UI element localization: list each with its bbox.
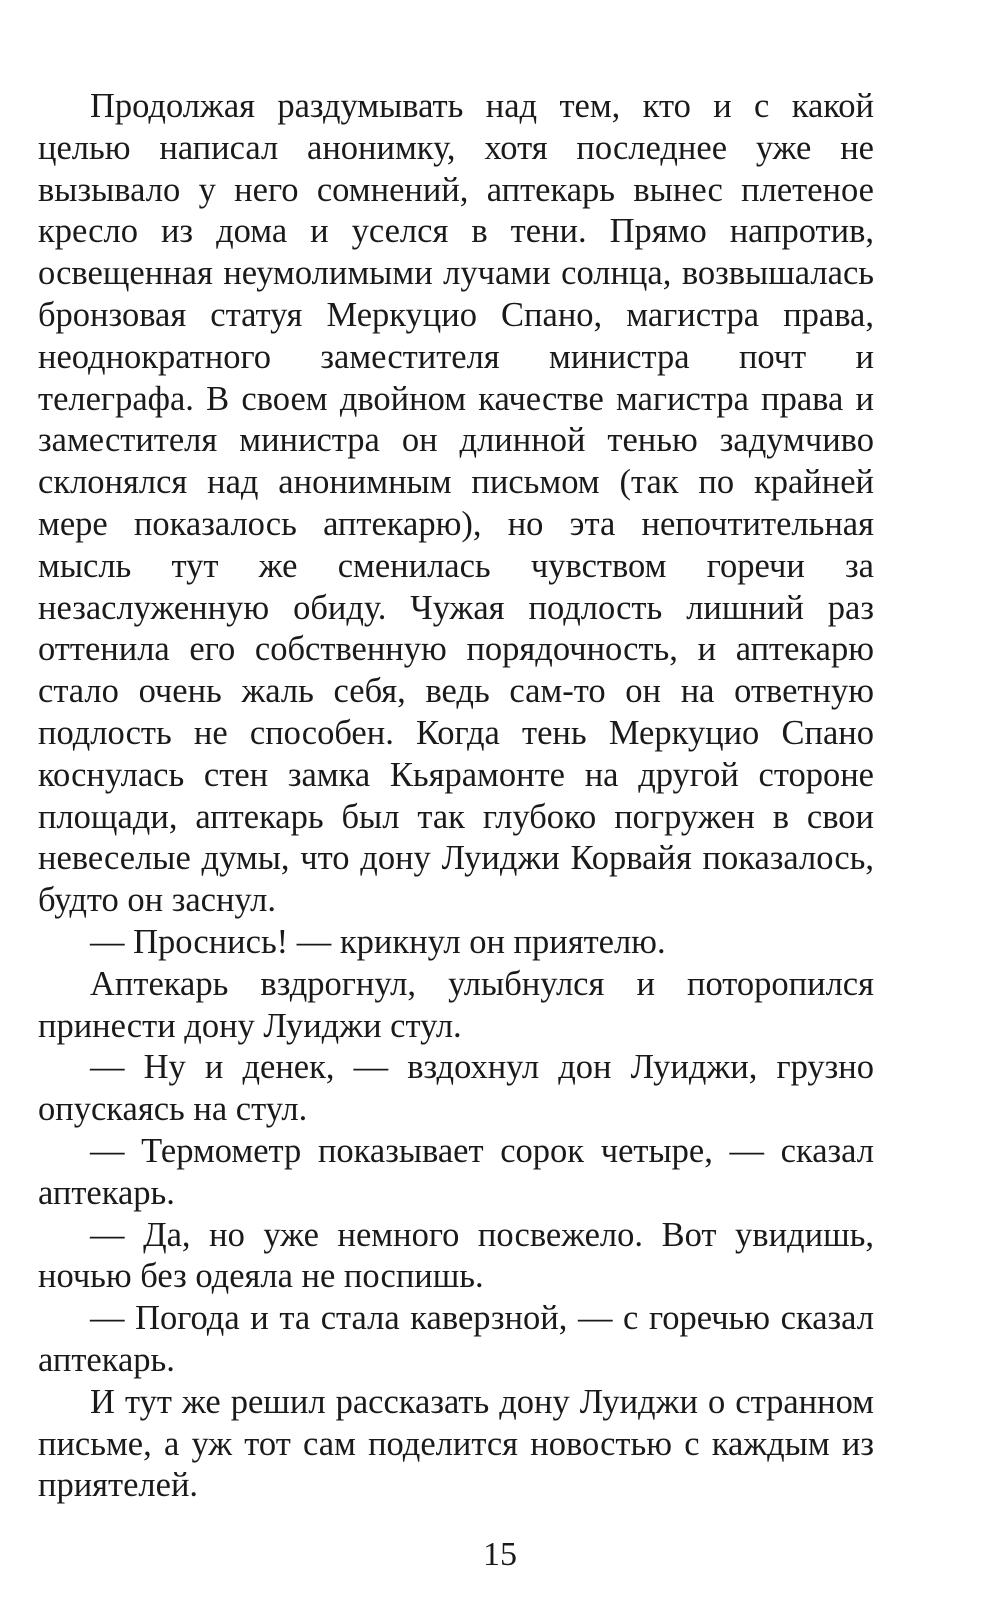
paragraph: Аптекарь вздрогнул, улыбнулся и поторопился принести дону Луиджи стул. — [38, 964, 874, 1045]
paragraph: И тут же решил рассказать дону Луиджи о странном письме, а уж тот сам поделится новостью с каждым из приятелей. — [38, 1382, 874, 1505]
paragraph: — Ну и денек, — вздохнул дон Луиджи, грузно опускаясь на стул. — [38, 1048, 874, 1129]
body-text — [38, 86, 874, 1507]
paragraph: — Термометр показывает сорок четыре, — сказал аптекарь. — [38, 1131, 874, 1212]
paragraph: — Проснись! — крикнул он приятелю. — [90, 922, 666, 961]
paragraph: — Да, но уже немного посвежело. Вот увидишь, ночью без одеяла не поспишь. — [38, 1215, 874, 1296]
paragraph: — Погода и та стала каверзной, — с горечью сказал аптекарь. — [38, 1299, 874, 1379]
page-number: 15 — [483, 1536, 517, 1573]
paragraph: Продолжая раздумывать над тем, кто и с какой целью написал анонимку, хотя последнее уже не вызывало у него сомнений, аптекарь вынес плетеное кресло из дома и уселся в тени. Прямо напротив, освещенная неумолимыми лучами солнца, возвышалась бронзовая статуя Меркуцио Спано, магистра права, неоднократного заместителя министра почт и телеграфа. В своем двойном качестве магистра права и заместителя министра он длинной тенью задумчиво склонялся над анонимным письмом (так по крайней мере показалось аптекарю), но эта непочтительная мысль тут же сменилась чувством горечи за незаслуженную обиду. Чужая подлость лишний раз оттенила его собственную порядочность, и аптекарю стало очень жаль себя, ведь сам-то он на ответную подлость не способен. Когда тень Меркуцио Спано коснулась стен замка Кьярамонте на другой стороне площади, аптекарь был так глубоко погружен в свои невеселые думы, что дону Луиджи Корвайя показалось, будто он заснул. — [38, 87, 874, 920]
